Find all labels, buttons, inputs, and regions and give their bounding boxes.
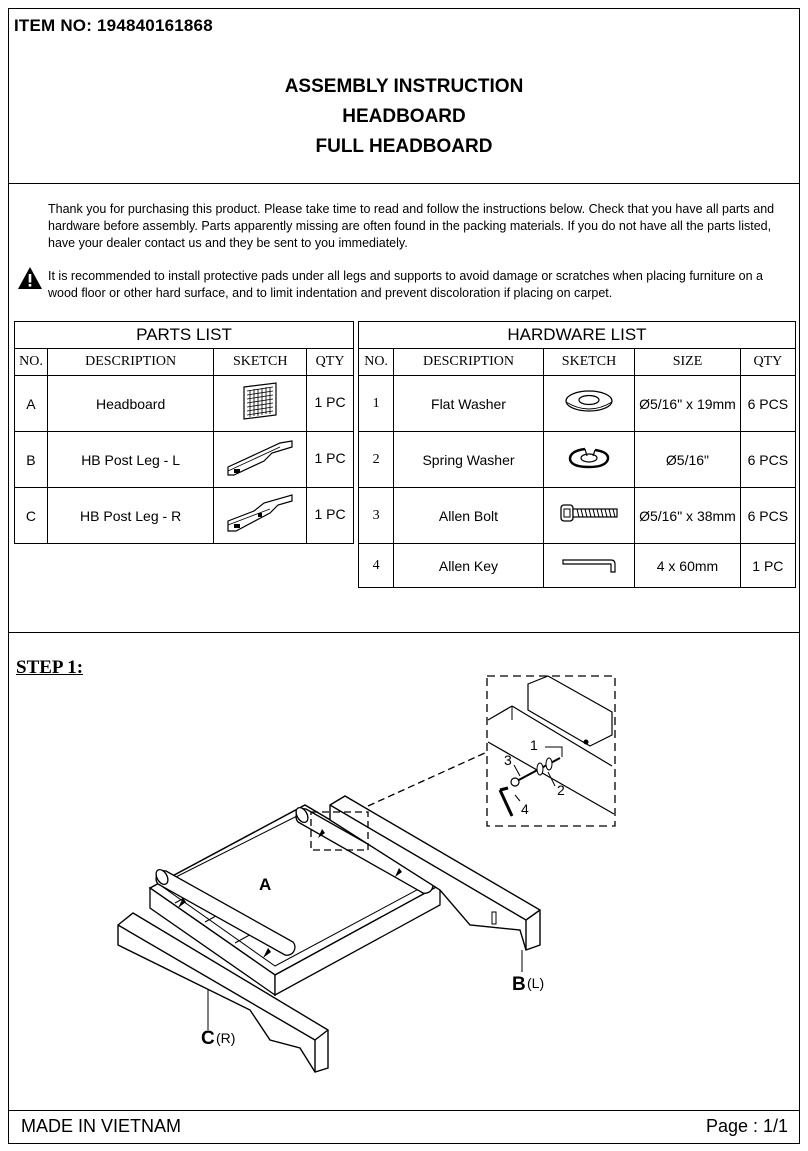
- post-leg-left-sketch-icon: [224, 435, 296, 479]
- table-row: [359, 488, 796, 544]
- made-in-label: MADE IN VIETNAM: [21, 1116, 182, 1136]
- table-row: [359, 544, 796, 588]
- hw-size: 4 x 60mm: [635, 544, 740, 588]
- hw-no: 4: [359, 544, 394, 588]
- hw-col-description: DESCRIPTION: [394, 349, 544, 376]
- title-line-3: FULL HEADBOARD: [315, 136, 493, 157]
- divider-step: [8, 632, 800, 633]
- parts-col-qty: QTY: [307, 349, 354, 376]
- hw-sketch: [543, 488, 634, 544]
- parts-col-sketch: SKETCH: [214, 349, 307, 376]
- hw-col-qty: QTY: [740, 349, 795, 376]
- flat-washer-icon: [562, 386, 616, 416]
- hw-qty: 6 PCS: [740, 488, 795, 544]
- table-row: [359, 432, 796, 488]
- step-1-title: [16, 657, 83, 679]
- part-no: B: [15, 432, 48, 488]
- table-row: [15, 432, 354, 488]
- warning-text: It is recommended to install protective pads under all legs and supports to avoid damage or scratches when placing furniture on a wood floor or other hard surface, and to limit indentation and prevent discoloration if placing on carpet.: [48, 269, 763, 300]
- hw-sketch: [543, 432, 634, 488]
- post-leg-right-sketch-icon: [224, 491, 296, 535]
- divider-footer: [8, 1110, 800, 1111]
- intro-text: Thank you for purchasing this product. Please take time to read and follow the instructions below. Check that you have all parts and hardware before assembly. Parts apparently missing are often found in the packing materials. If you do not have all the parts listed, have your dealer contact us and they be sent to you immediately.: [48, 202, 775, 250]
- part-sketch: [214, 488, 307, 544]
- allen-key-icon: [559, 551, 619, 575]
- parts-col-no: NO.: [15, 349, 48, 376]
- hw-no: 1: [359, 376, 394, 432]
- part-description: HB Post Leg - L: [47, 432, 213, 488]
- part-description: Headboard: [47, 376, 213, 432]
- hw-description: Spring Washer: [394, 432, 544, 488]
- parts-list-table: [14, 321, 354, 544]
- part-qty: 1 PC: [307, 432, 354, 488]
- hw-col-sketch: SKETCH: [543, 349, 634, 376]
- headboard-sketch-icon: [240, 381, 280, 421]
- hardware-list-title: HARDWARE LIST: [359, 322, 796, 349]
- hw-no: 3: [359, 488, 394, 544]
- hw-description: Flat Washer: [394, 376, 544, 432]
- hw-size: Ø5/16" x 38mm: [635, 488, 740, 544]
- part-no: A: [15, 376, 48, 432]
- part-sketch: [214, 376, 307, 432]
- hw-qty: 1 PC: [740, 544, 795, 588]
- hw-sketch: [543, 376, 634, 432]
- label-b: B: [512, 974, 526, 995]
- allen-bolt-icon: [557, 501, 621, 525]
- callout-1: 1: [530, 737, 538, 753]
- parts-list-title: PARTS LIST: [15, 322, 354, 349]
- hw-description: Allen Bolt: [394, 488, 544, 544]
- label-a: A: [259, 875, 272, 894]
- step-1-diagram: [100, 660, 660, 1090]
- table-row: [15, 376, 354, 432]
- warning-triangle-icon: [17, 266, 43, 290]
- hw-col-no: NO.: [359, 349, 394, 376]
- title-line-2: HEADBOARD: [342, 106, 466, 127]
- parts-col-description: DESCRIPTION: [47, 349, 213, 376]
- hw-qty: 6 PCS: [740, 376, 795, 432]
- part-qty: 1 PC: [307, 488, 354, 544]
- part-no: C: [15, 488, 48, 544]
- step-1-colon: :: [76, 657, 84, 678]
- part-sketch: [214, 432, 307, 488]
- label-c: C: [201, 1028, 215, 1049]
- callout-4: 4: [521, 801, 529, 817]
- part-description: HB Post Leg - R: [47, 488, 213, 544]
- label-b-sub: (L): [527, 975, 545, 991]
- hw-sketch: [543, 544, 634, 588]
- table-row: [359, 376, 796, 432]
- title-line-1: ASSEMBLY INSTRUCTION: [284, 76, 524, 97]
- part-qty: 1 PC: [307, 376, 354, 432]
- callout-3: 3: [504, 752, 512, 768]
- divider-header: [8, 183, 800, 184]
- callout-2: 2: [557, 782, 565, 798]
- document-title: [0, 72, 808, 162]
- hardware-list-table: [358, 321, 796, 588]
- step-1-label: STEP 1: [16, 657, 77, 678]
- item-number: ITEM NO: 194840161868: [14, 16, 213, 35]
- label-c-sub: (R): [216, 1030, 236, 1046]
- spring-washer-icon: [565, 442, 613, 472]
- hw-col-size: SIZE: [635, 349, 740, 376]
- hw-qty: 6 PCS: [740, 432, 795, 488]
- table-row: [15, 488, 354, 544]
- hw-no: 2: [359, 432, 394, 488]
- hw-size: Ø5/16" x 19mm: [635, 376, 740, 432]
- page-number: Page : 1/1: [706, 1116, 789, 1136]
- hw-description: Allen Key: [394, 544, 544, 588]
- hw-size: Ø5/16": [635, 432, 740, 488]
